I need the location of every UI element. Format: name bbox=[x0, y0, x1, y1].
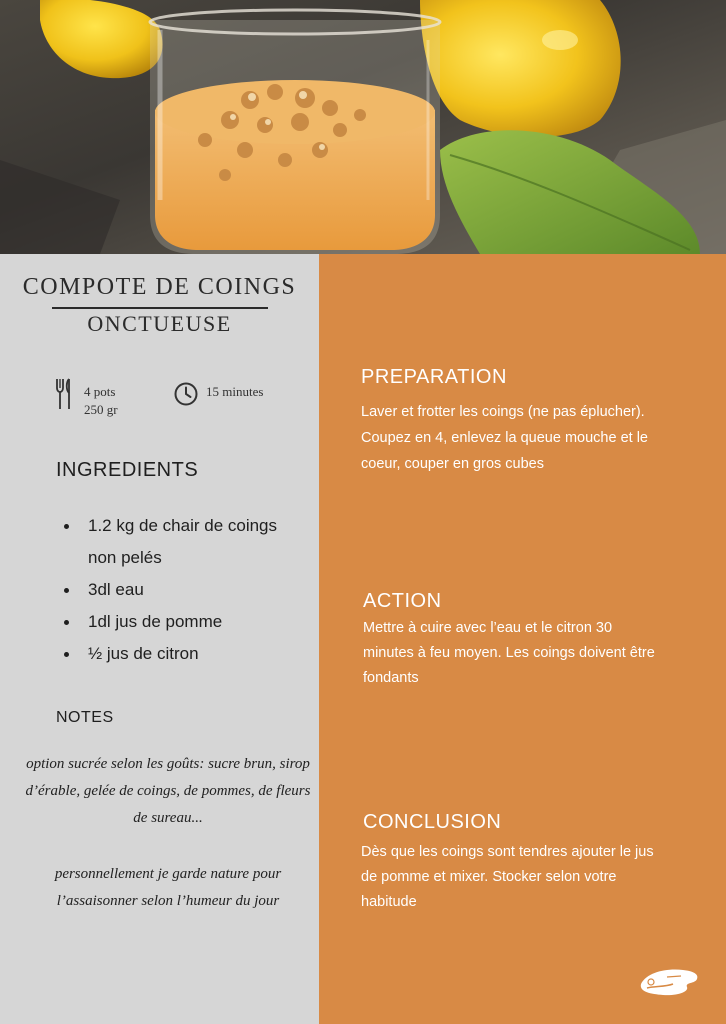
left-panel bbox=[0, 254, 319, 1024]
title-divider bbox=[52, 307, 268, 309]
fork-knife-icon bbox=[55, 378, 73, 415]
preparation-text: Laver et frotter les coings (ne pas éplucher). Coupez en 4, enlevez la queue mouche et le coeur, couper en gros cubes bbox=[361, 404, 648, 472]
ingredients-list bbox=[58, 510, 298, 670]
brush-stroke-logo-icon bbox=[637, 962, 701, 1007]
notes-paragraph: option sucrée selon les goûts: sucre brun, sirop d’érable, gelée de coings, de pommes, de fleurs de sureau... bbox=[25, 756, 311, 826]
servings-count: 4 pots bbox=[84, 384, 116, 399]
conclusion-text: Dès que les coings sont tendres ajouter le jus de pomme et mixer. Stocker selon votre habitude bbox=[361, 844, 654, 910]
hero-photo bbox=[0, 0, 726, 254]
servings-weight: 250 gr bbox=[84, 402, 118, 417]
notes-heading: NOTES bbox=[56, 709, 114, 726]
ingredient-item: ½ jus de citron bbox=[58, 638, 298, 670]
recipe-subtitle: ONCTUEUSE bbox=[87, 311, 232, 336]
conclusion-heading: CONCLUSION bbox=[363, 811, 502, 833]
ingredient-item: 3dl eau bbox=[58, 574, 298, 606]
action-text: Mettre à cuire avec l’eau et le citron 30 minutes à feu moyen. Les coings doivent être fondants bbox=[363, 620, 655, 686]
ingredient-item: 1dl jus de pomme bbox=[58, 606, 298, 638]
preparation-heading: PREPARATION bbox=[361, 366, 507, 388]
right-panel bbox=[319, 254, 726, 1024]
notes-paragraph: personnellement je garde nature pour l’assaisonner selon l’humeur du jour bbox=[54, 866, 282, 909]
prep-time: 15 minutes bbox=[206, 384, 264, 399]
compote-glass-photo bbox=[0, 0, 726, 254]
action-heading: ACTION bbox=[363, 590, 442, 612]
clock-icon bbox=[173, 378, 199, 412]
recipe-title: COMPOTE DE COINGS bbox=[22, 274, 297, 300]
ingredient-item: 1.2 kg de chair de coings non pelés bbox=[58, 510, 298, 574]
ingredients-heading: INGREDIENTS bbox=[56, 459, 199, 481]
